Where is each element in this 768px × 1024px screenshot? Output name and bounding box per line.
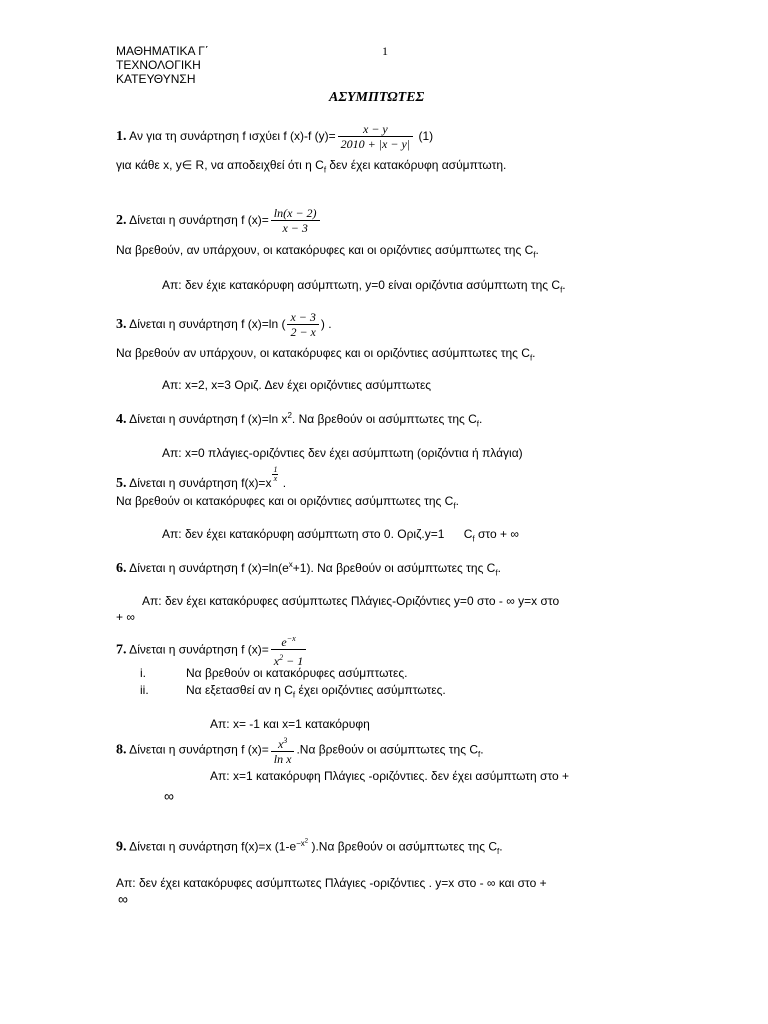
text: . <box>455 494 459 508</box>
list-item <box>140 666 407 680</box>
text: Να βρεθούν, αν υπάρχουν, οι κατακόρυφες και οι οριζόντιες ασύμπτωτες της C <box>116 243 534 257</box>
superscript: 2 <box>287 411 292 420</box>
text: ).Να βρεθούν οι ασύμπτωτες της C <box>308 839 498 854</box>
text: − 1 <box>283 654 304 668</box>
fraction <box>338 122 413 152</box>
list-item-label: ii. <box>140 683 149 697</box>
exponent-fraction <box>272 466 278 483</box>
superscript: 2 <box>304 838 309 844</box>
exponent-numerator: 1 <box>273 465 278 474</box>
text: . <box>279 476 287 490</box>
answer-8: Απ: x=1 κατακόρυφη Πλάγιες -οριζόντιες. δεν έχει ασύμπτωτη στο + <box>210 769 570 783</box>
text: . <box>562 278 566 292</box>
text: C <box>463 527 473 541</box>
fraction <box>287 310 318 340</box>
text: στο + ∞ <box>474 527 519 541</box>
problem-text: Δίνεται η συνάρτηση f (x)=ln ( <box>129 317 286 332</box>
list-item-text: Να εξετασθεί αν η C <box>186 683 293 697</box>
answer-2 <box>162 278 566 294</box>
text: Να βρεθούν οι κατακόρυφες και οι οριζόντιες ασύμπτωτες της C <box>116 494 454 508</box>
problem-text: Δίνεται η συνάρτηση f (x)= <box>129 742 269 757</box>
answer-6-line-2: + ∞ <box>116 610 135 624</box>
answer-9-line-2: ∞ <box>118 891 128 907</box>
page-number: 1 <box>382 44 388 58</box>
problem-number: 4. <box>116 412 127 427</box>
text: x <box>277 737 284 751</box>
subscript: f <box>495 568 498 578</box>
subscript: f <box>292 690 296 700</box>
fraction-numerator: x − 3 <box>290 310 316 324</box>
problem-text: Δίνεται η συνάρτηση f(x)=x <box>129 476 272 490</box>
subscript: f <box>453 501 456 511</box>
text: . <box>479 412 483 426</box>
problem-text: Δίνεται η συνάρτηση f (x)=ln(e <box>129 561 289 575</box>
text: .Να βρεθούν οι ασύμπτωτες της C <box>296 742 478 757</box>
fraction-numerator <box>271 734 295 751</box>
problem-number: 5. <box>116 476 127 491</box>
superscript: 3 <box>283 736 288 745</box>
answer-9: Απ: δεν έχει κατακόρυφες ασύμπτωτες Πλάγιες -οριζόντιες . y=x στο - ∞ και στο + <box>116 876 547 890</box>
subscript: f <box>560 285 563 295</box>
problem-3 <box>116 310 332 340</box>
text: . <box>480 742 484 757</box>
exponent-denominator: x <box>273 474 278 483</box>
problem-number: 7. <box>116 642 127 658</box>
answer-8-line-2: ∞ <box>164 788 174 804</box>
answer-3: Απ: x=2, x=3 Οριζ. Δεν έχει οριζόντιες ασύμπτωτες <box>162 378 432 392</box>
page-title: ΑΣΥΜΠΤΩΤΕΣ <box>329 90 425 105</box>
text: έχει οριζόντιες ασύμπτωτες. <box>295 683 446 697</box>
problem-9 <box>116 838 503 856</box>
text: δεν έχει κατακόρυφη ασύμπτωτη. <box>326 158 507 172</box>
problem-number: 9. <box>116 839 127 855</box>
problem-6 <box>116 560 501 577</box>
fraction-numerator: ln(x − 2) <box>273 206 317 220</box>
superscript: −x <box>286 634 296 643</box>
problem-number: 2. <box>116 213 127 229</box>
problem-3-line-2 <box>116 346 536 362</box>
subscript: f <box>529 353 533 363</box>
answer-6: Απ: δεν έχει κατακόρυφες ασύμπτωτες Πλάγιες-Οριζόντιες y=0 στο - ∞ y=x στο <box>142 594 560 608</box>
subscript: f <box>472 534 475 544</box>
header-block <box>116 44 209 86</box>
problem-2 <box>116 206 322 236</box>
fraction-numerator: x − y <box>363 122 388 136</box>
header-line-1: ΜΑΘΗΜΑΤΙΚΑ Γ΄ <box>116 44 209 58</box>
text: . <box>497 561 501 575</box>
text: x <box>273 654 280 668</box>
problem-5 <box>116 466 286 492</box>
text: . <box>535 243 539 257</box>
list-item-label: i. <box>140 666 146 680</box>
text: για κάθε x, y∈ R, να αποδειχθεί ότι η C <box>116 158 324 172</box>
problem-text: Αν για τη συνάρτηση f ισχύει f (x)-f (y)= <box>129 129 336 144</box>
text: . Να βρεθούν οι ασύμπτωτες της C <box>291 412 477 426</box>
problem-number: 1. <box>116 129 127 145</box>
problem-7 <box>116 632 308 669</box>
problem-text: Δίνεται η συνάρτηση f (x)= <box>129 213 269 228</box>
answer-4: Απ: x=0 πλάγιες-οριζόντιες δεν έχει ασύμπτωτη (οριζόντια ή πλάγια) <box>162 446 523 460</box>
answer-7: Απ: x= -1 και x=1 κατακόρυφη <box>210 717 370 731</box>
text: ) . <box>320 317 332 332</box>
problem-number: 6. <box>116 561 127 576</box>
header-line-3: ΚΑΤΕΥΘΥΝΣΗ <box>116 72 196 86</box>
superscript <box>296 839 308 848</box>
fraction <box>271 734 295 767</box>
problem-number: 3. <box>116 317 127 333</box>
subscript: f <box>323 165 327 175</box>
fraction-denominator: 2010 + |x − y| <box>338 136 413 152</box>
text: . <box>532 346 536 360</box>
text: +1). Να βρεθούν οι ασύμπτωτες της C <box>292 561 496 575</box>
problem-text: Δίνεται η συνάρτηση f (x)=ln x <box>129 412 288 426</box>
subscript: f <box>533 250 536 260</box>
problem-1-line-2 <box>116 158 506 174</box>
subscript: f <box>476 419 480 429</box>
answer-text: Απ: δεν έχιε κατακόρυφη ασύμπτωτη, y=0 είναι οριζόντια ασύμπτωτη της C <box>162 278 561 292</box>
fraction <box>271 632 306 669</box>
fraction-denominator: x − 3 <box>271 220 320 236</box>
answer-5 <box>162 527 519 543</box>
subscript: f <box>478 750 481 760</box>
header-line-2: ΤΕΧΝΟΛΟΓΙΚΗ <box>116 58 201 72</box>
superscript: 2 <box>279 653 284 662</box>
list-item <box>140 683 446 699</box>
problem-5-line-2 <box>116 494 459 510</box>
text: e <box>281 635 287 649</box>
fraction-denominator: ln x <box>271 751 295 767</box>
subscript: f <box>497 847 500 857</box>
problem-2-line-2 <box>116 243 539 259</box>
problem-text: Δίνεται η συνάρτηση f (x)= <box>129 642 269 657</box>
text: −x <box>296 838 305 848</box>
answer-text: Απ: δεν έχει κατακόρυφη ασύμπτωτη στο 0. Οριζ.y=1 <box>162 527 445 541</box>
problem-4 <box>116 411 482 428</box>
superscript: x <box>288 560 293 569</box>
fraction-denominator: 2 − x <box>287 324 318 340</box>
fraction-numerator <box>271 632 306 649</box>
equation-tag: (1) <box>418 129 434 144</box>
problem-1 <box>116 122 433 152</box>
text: Να βρεθούν αν υπάρχουν, οι κατακόρυφες και οι οριζόντιες ασύμπτωτες της C <box>116 346 530 360</box>
fraction <box>271 206 320 236</box>
list-item-text: Να βρεθούν οι κατακόρυφες ασύμπτωτες. <box>186 666 408 680</box>
text: . <box>499 839 503 854</box>
problem-8 <box>116 734 484 767</box>
problem-number: 8. <box>116 742 127 758</box>
problem-text: Δίνεται η συνάρτηση f(x)=x (1-e <box>129 839 297 854</box>
